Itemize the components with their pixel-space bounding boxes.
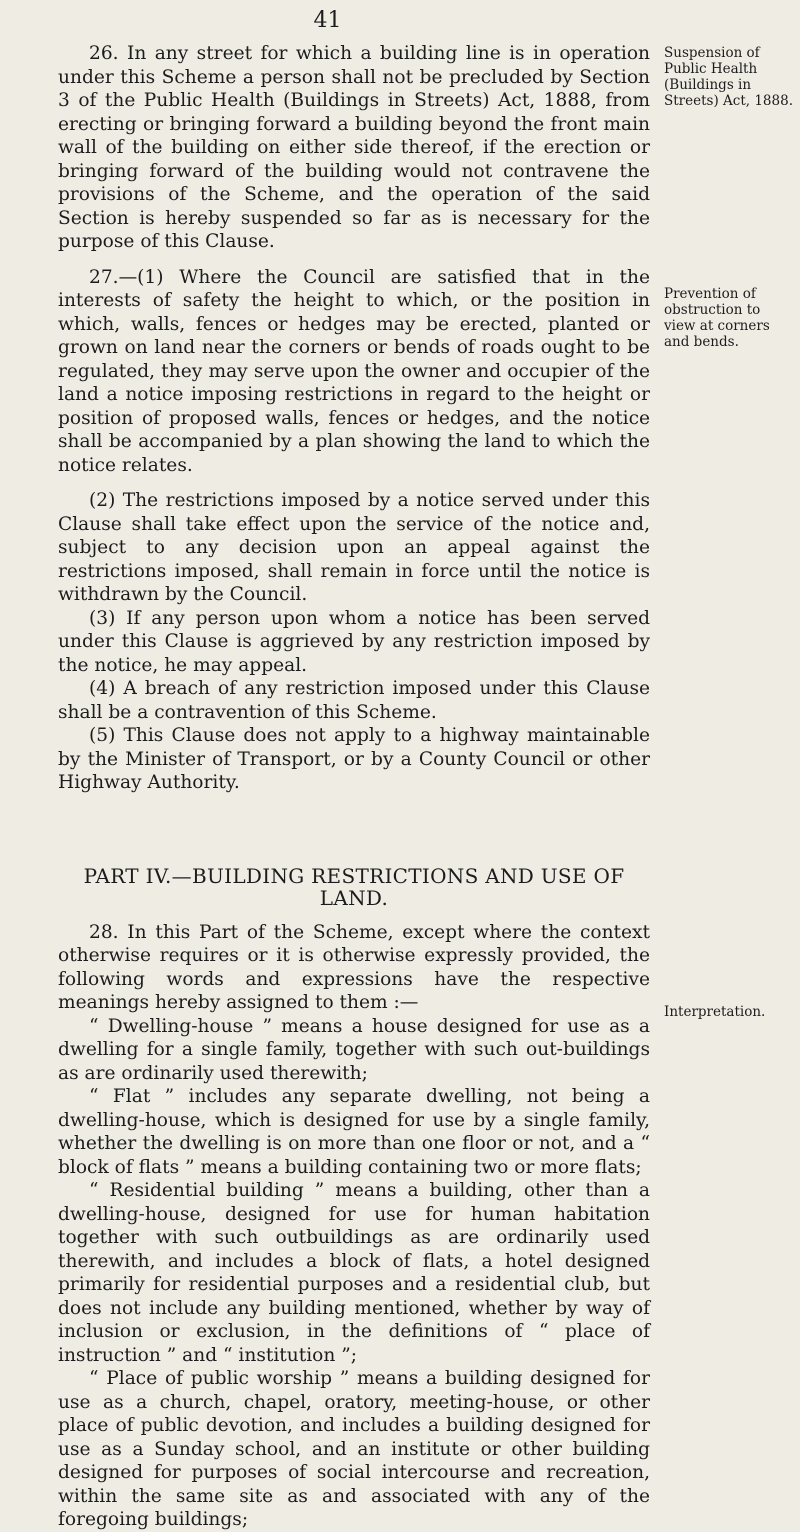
margin-note-prevention: Prevention of obstruction to view at corners and bends. — [664, 286, 770, 350]
main-text-column — [58, 42, 650, 1532]
clause-27-2: (2) The restrictions imposed by a notice served under this Clause shall take effect upon the service of the notice and, subject to any decision upon an appeal against the restrictions imposed, shall remain in force until the notice is withdrawn by the Council. — [58, 490, 650, 605]
clause-27-4: (4) A breach of any restriction imposed under this Clause shall be a contravention of this Scheme. — [58, 678, 650, 723]
clause-27-5: (5) This Clause does not apply to a highway maintainable by the Minister of Transport, or by a County Council or other Highway Authority. — [58, 725, 650, 793]
margin-note-suspension: Suspension of Public Health (Buildings in Streets) Act, 1888. — [664, 45, 793, 109]
clause-28: 28. In this Part of the Scheme, except where the context otherwise requires or it is otherwise expressly provided, the following words and expressions have the respective meanings hereby assigned to them :— — [58, 921, 650, 1013]
definition-residential-building: “ Residential building ” means a building, other than a dwelling-house, designed for use for human habitation together with such outbuildings as are ordinarily used therewith, and includes a block of flats, a hotel designed primarily for residential purposes and a residential club, but does not include any building mentioned, whether by way of inclusion or exclusion, in the definitions of “ place of instruction ” and “ institution ”; — [58, 1180, 650, 1366]
clause-27-3: (3) If any person upon whom a notice has been served under this Clause is aggrieved by any restriction imposed by the notice, he may appeal. — [58, 607, 650, 676]
part-heading: PART IV.—BUILDING RESTRICTIONS AND USE OF LAND. — [83, 863, 625, 910]
clause-27-1: 27.—(1) Where the Council are satisfied that in the interests of safety the height to which, or the position in which, walls, fences or hedges may be erected, planted or grown on land near the corners or bends of roads ought to be regulated, they may serve upon the owner and occupier of the land a notice imposing restrictions in regard to the height or position of proposed walls, fences or hedges, and the notice shall be accompanied by a plan showing the land to which the notice relates. — [58, 266, 650, 476]
page-number: 41 — [313, 8, 342, 33]
margin-note-interpretation: Interpretation. — [664, 1004, 766, 1020]
definition-flat: “ Flat ” includes any separate dwelling, not being a dwelling-house, which is designed for use by a single family, whether the dwelling is on more than one floor or not, and a “ block of flats ” means a building containing two or more flats; — [58, 1086, 650, 1178]
clause-26: 26. In any street for which a building line is in operation under this Scheme a person shall not be precluded by Section 3 of the Public Health (Buildings in Streets) Act, 1888, from erecting or bringing forward a building beyond the front main wall of the building on either side thereof, if the erection or bringing forward of the building would not contravene the provisions of the Scheme, and the operation of the said Section is hereby suspended so far as is necessary for the purpose of this Clause. — [58, 43, 650, 252]
definition-dwelling-house: “ Dwelling-house ” means a house designed for use as a dwelling for a single family, together with such out-buildings as are ordinarily used therewith; — [58, 1015, 650, 1084]
definition-place-of-worship: “ Place of public worship ” means a building designed for use as a church, chapel, oratory, meeting-house, or other place of public devotion, and includes a building designed for use as a Sunday school, and an institute or other building designed for purposes of social intercourse and recreation, within the same site as and associated with any of the foregoing buildings; — [58, 1368, 650, 1530]
